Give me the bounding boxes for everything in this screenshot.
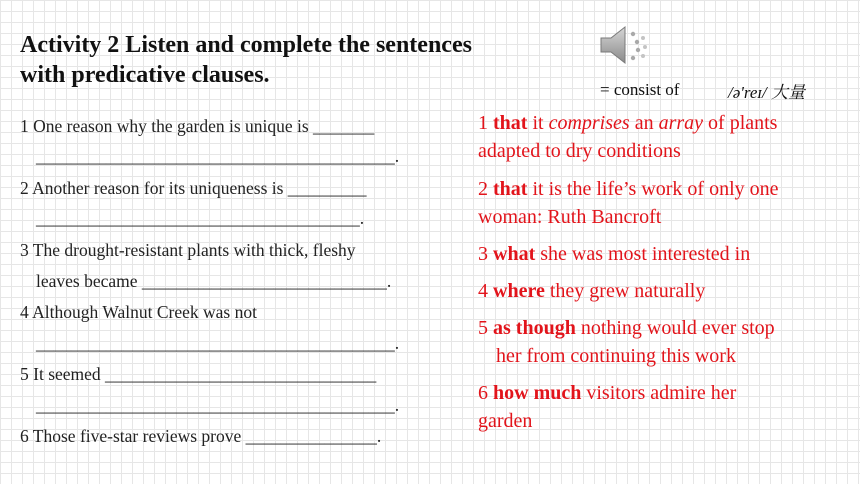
answer-3-keyword: what bbox=[493, 243, 536, 265]
answer-6-cont: garden bbox=[478, 410, 533, 432]
answer-5: 5 as though nothing would ever stop bbox=[478, 317, 775, 339]
answer-2-cont: woman: Ruth Bancroft bbox=[478, 206, 662, 228]
activity-title bbox=[20, 30, 580, 90]
question-2-blank: _____________________________________. bbox=[36, 208, 365, 228]
answer-4-keyword: where bbox=[493, 280, 545, 302]
answer-3: 3 what she was most interested in bbox=[478, 243, 751, 265]
phonetic-note: /ə'reɪ/ 大量 bbox=[728, 83, 805, 102]
speaker-audio-icon[interactable] bbox=[597, 22, 649, 68]
title-line-1: Activity 2 Listen and complete the sentences bbox=[20, 32, 472, 58]
question-5: 5 It seemed _______________________________ bbox=[20, 364, 377, 384]
title-line-2: with predicative clauses. bbox=[20, 62, 270, 88]
question-3: 3 The drought-resistant plants with thick, fleshy bbox=[20, 240, 356, 260]
answer-2: 2 that it is the life’s work of only one bbox=[478, 178, 779, 200]
answer-6-keyword: how much bbox=[493, 382, 582, 404]
question-1: 1 One reason why the garden is unique is _______ bbox=[20, 116, 375, 136]
answer-2-keyword: that bbox=[493, 178, 528, 200]
answer-1-cont: adapted to dry conditions bbox=[478, 140, 681, 162]
answer-6: 6 how much visitors admire her bbox=[478, 382, 737, 404]
question-1-blank: _________________________________________. bbox=[36, 146, 400, 166]
definition-note: = consist of bbox=[600, 80, 680, 99]
question-4-blank: _________________________________________. bbox=[36, 333, 400, 353]
answer-4: 4 where they grew naturally bbox=[478, 280, 706, 302]
answer-5-keyword: as though bbox=[493, 317, 576, 339]
question-5-blank: _________________________________________. bbox=[36, 395, 400, 415]
question-3-cont: leaves became ____________________________. bbox=[36, 271, 392, 291]
question-6: 6 Those five-star reviews prove _______________. bbox=[20, 426, 382, 446]
answer-1-keyword: that bbox=[493, 112, 528, 134]
question-4: 4 Although Walnut Creek was not bbox=[20, 302, 257, 322]
answer-1: 1 that it comprises an array of plants bbox=[478, 112, 778, 134]
answer-5-cont: her from continuing this work bbox=[496, 345, 736, 367]
question-2: 2 Another reason for its uniqueness is _________ bbox=[20, 178, 367, 198]
